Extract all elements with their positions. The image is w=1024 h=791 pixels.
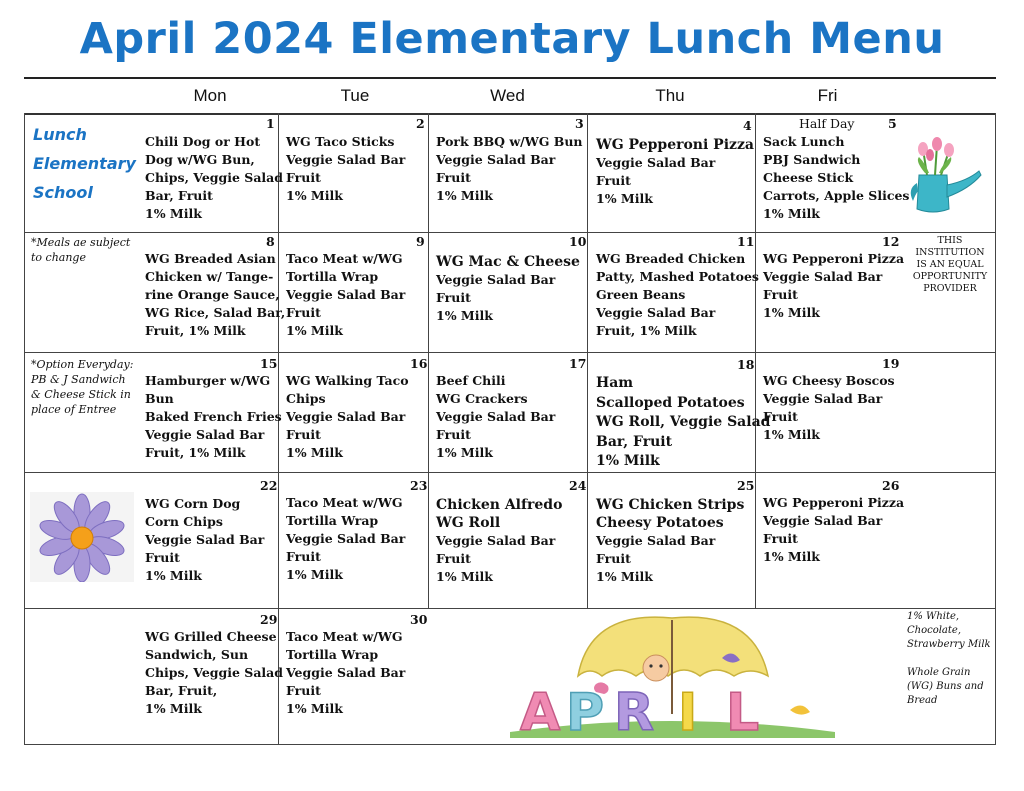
svg-text:I: I (678, 683, 698, 738)
grid-line (24, 113, 25, 744)
grid-line (24, 472, 996, 473)
menu-cell-mon: WG Breaded Asian Chicken w/ Tange- rine Orange Sauce, WG Rice, Salad Bar, Fruit, 1% Milk (145, 251, 286, 338)
day-header-mon: Mon (193, 86, 227, 105)
date-number: 12 (882, 234, 900, 249)
april-umbrella-art (510, 614, 835, 738)
day-header-wed: Wed (490, 86, 525, 105)
date-number: 29 (260, 612, 278, 627)
menu-cell-mon: Hamburger w/WG Bun Baked French Fries Veggie Salad Bar Fruit, 1% Milk (145, 373, 282, 460)
menu-cell-wed: Pork BBQ w/WG Bun Veggie Salad Bar Fruit 1% Milk (436, 134, 583, 203)
header-rule (24, 77, 996, 79)
date-number: 22 (260, 478, 278, 493)
menu-cell-mon: WG Grilled Cheese Sandwich, Sun Chips, Veggie Salad Bar, Fruit, 1% Milk (145, 629, 284, 716)
date-number: 17 (569, 356, 587, 371)
day-header-thu: Thu (655, 86, 685, 105)
svg-text:R: R (614, 683, 655, 738)
grid-line (24, 232, 996, 233)
day-header-fri: Fri (817, 86, 838, 105)
watering-can-icon (905, 135, 985, 215)
menu-cell-fri: WG Pepperoni Pizza Veggie Salad Bar Fruit 1% Milk (763, 495, 905, 564)
menu-cell-thu: WG Pepperoni Pizza Veggie Salad Bar Fruit 1% Milk (596, 137, 754, 206)
option-note: *Option Everyday: PB & J Sandwich & Cheese Stick in place of Entree (31, 358, 134, 416)
date-number: 2 (416, 116, 425, 131)
grid-line (995, 113, 996, 744)
purple-flower-icon (30, 492, 134, 582)
menu-cell-wed: WG Mac & Cheese Veggie Salad Bar Fruit 1% Milk (436, 254, 580, 323)
grid-line (24, 744, 996, 745)
menu-cell-thu: WG Breaded Chicken Patty, Mashed Potatoes Green Beans Veggie Salad Bar Fruit, 1% Milk (596, 251, 759, 338)
equal-opportunity-note: THIS INSTITUTION IS AN EQUAL OPPORTUNITY PROVIDER (912, 235, 988, 294)
svg-text:A: A (520, 683, 561, 738)
date-number: 26 (882, 478, 900, 493)
menu-cell-thu: WG Chicken Strips Cheesy Potatoes Veggie Salad Bar Fruit 1% Milk (596, 497, 745, 584)
date-number: 1 (266, 116, 275, 131)
menu-cell-thu: Ham Scalloped Potatoes WG Roll, Veggie Salad Bar, Fruit 1% Milk (596, 375, 771, 469)
menu-cell-fri: WG Pepperoni Pizza Veggie Salad Bar Fruit 1% Milk (763, 251, 905, 320)
menu-cell-tue: WG Taco Sticks Veggie Salad Bar Fruit 1% Milk (286, 134, 406, 203)
meals-note: *Meals ae subject to change (31, 236, 131, 264)
milk-note: 1% White, Chocolate, Strawberry Milk Whole Grain (WG) Buns and Bread (907, 611, 991, 706)
grid-line (755, 113, 756, 608)
grid-line (587, 113, 588, 608)
menu-cell-mon: Chili Dog or Hot Dog w/WG Bun, Chips, Veggie Salad Bar, Fruit 1% Milk (145, 134, 284, 221)
date-number: 24 (569, 478, 587, 493)
grid-line (24, 352, 996, 353)
date-number: 23 (410, 478, 428, 493)
date-number: 30 (410, 612, 428, 627)
page-title: April 2024 Elementary Lunch Menu (79, 14, 945, 64)
date-number: 19 (882, 356, 900, 371)
menu-cell-tue: WG Walking Taco Chips Veggie Salad Bar Fruit 1% Milk (286, 373, 409, 460)
date-number: 18 (737, 357, 755, 372)
date-number: 5 (888, 116, 897, 131)
day-header-tue: Tue (340, 86, 370, 105)
menu-cell-fri: WG Cheesy Boscos Veggie Salad Bar Fruit 1% Milk (763, 373, 895, 442)
date-number: 3 (575, 116, 584, 131)
svg-text:P: P (566, 683, 605, 738)
menu-cell-wed: Beef Chili WG Crackers Veggie Salad Bar Fruit 1% Milk (436, 373, 556, 460)
date-number: 25 (737, 478, 755, 493)
date-number: 16 (410, 356, 428, 371)
menu-cell-fri: Half Day Sack Lunch PBJ Sandwich Cheese Stick Carrots, Apple Slices 1% Milk (763, 116, 910, 221)
menu-cell-tue: Taco Meat w/WG Tortilla Wrap Veggie Salad Bar Fruit 1% Milk (286, 495, 406, 582)
menu-cell-wed: Chicken Alfredo WG Roll Veggie Salad Bar Fruit 1% Milk (436, 497, 563, 584)
menu-cell-mon: WG Corn Dog Corn Chips Veggie Salad Bar Fruit 1% Milk (145, 496, 265, 583)
menu-cell-tue: Taco Meat w/WG Tortilla Wrap Veggie Salad Bar Fruit 1% Milk (286, 251, 406, 338)
date-number: 8 (266, 234, 275, 249)
menu-cell-tue: Taco Meat w/WG Tortilla Wrap Veggie Salad Bar Fruit 1% Milk (286, 629, 406, 716)
date-number: 11 (737, 234, 755, 249)
grid-line (24, 608, 996, 609)
svg-text:L: L (726, 683, 760, 738)
grid-line (428, 113, 429, 608)
date-number: 9 (416, 234, 425, 249)
school-label: Lunch Elementary School (33, 125, 136, 202)
date-number: 15 (260, 356, 278, 371)
date-number: 10 (569, 234, 587, 249)
date-number: 4 (743, 118, 752, 133)
